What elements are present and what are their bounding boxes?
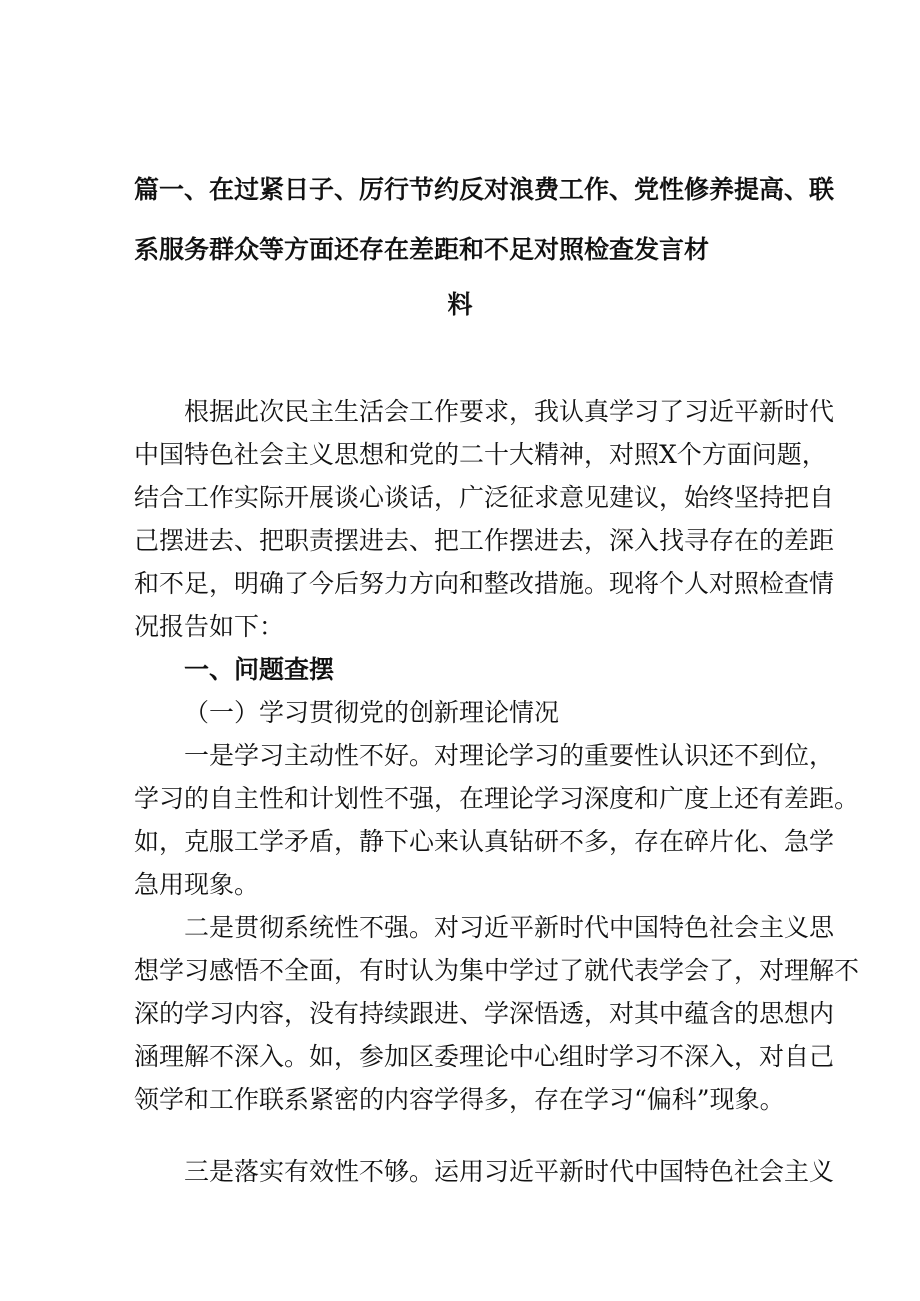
point-two-line: 深的学习内容，没有持续跟进、学深悟透，对其中蕴含的思想内 xyxy=(134,999,835,1028)
document-title-line-2: 系服务群众等方面还存在差距和不足对照检查发言材 xyxy=(134,235,710,264)
intro-line: 结合工作实际开展谈心谈话，广泛征求意见建议，始终坚持把自 xyxy=(134,483,835,512)
point-three-paragraph xyxy=(134,1150,835,1193)
point-two-line: 想学习感悟不全面，有时认为集中学过了就代表学会了，对理解不 xyxy=(134,956,860,985)
intro-paragraph xyxy=(134,390,835,648)
intro-line: 根据此次民主生活会工作要求，我认真学习了习近平新时代 xyxy=(184,397,835,426)
point-two-paragraph xyxy=(134,906,860,1121)
point-two-line: 领学和工作联系紧密的内容学得多，存在学习“偏科”现象。 xyxy=(134,1085,785,1114)
intro-line: 己摆进去、把职责摆进去、把工作摆进去，深入找寻存在的差距 xyxy=(134,526,835,555)
point-one-line: 学习的自主性和计划性不强，在理论学习深度和广度上还有差距。 xyxy=(134,784,860,813)
document-title-line-3: 料 xyxy=(447,290,473,319)
intro-line: 中国特色社会主义思想和党的二十大精神，对照X个方面问题， xyxy=(134,440,827,469)
point-one-line: 一是学习主动性不好。对理论学习的重要性认识还不到位， xyxy=(184,741,835,770)
point-one-line: 如，克服工学矛盾，静下心来认真钻研不多，存在碎片化、急学 xyxy=(134,827,835,856)
point-three-line: 三是落实有效性不够。运用习近平新时代中国特色社会主义 xyxy=(184,1157,835,1186)
subsection-heading: （一）学习贯彻党的创新理论情况 xyxy=(184,698,560,727)
intro-line: 和不足，明确了今后努力方向和整改措施。现将个人对照检查情 xyxy=(134,569,835,598)
section-heading: 一、问题查摆 xyxy=(184,655,335,684)
intro-line: 况报告如下： xyxy=(134,612,285,641)
document-title-line-1: 篇一、在过紧日子、厉行节约反对浪费工作、党性修养提高、联 xyxy=(134,175,835,204)
point-two-line: 涵理解不深入。如，参加区委理论中心组时学习不深入，对自己 xyxy=(134,1042,835,1071)
point-two-line: 二是贯彻系统性不强。对习近平新时代中国特色社会主义思 xyxy=(184,913,835,942)
point-one-paragraph xyxy=(134,734,860,906)
point-one-line: 急用现象。 xyxy=(134,870,260,899)
